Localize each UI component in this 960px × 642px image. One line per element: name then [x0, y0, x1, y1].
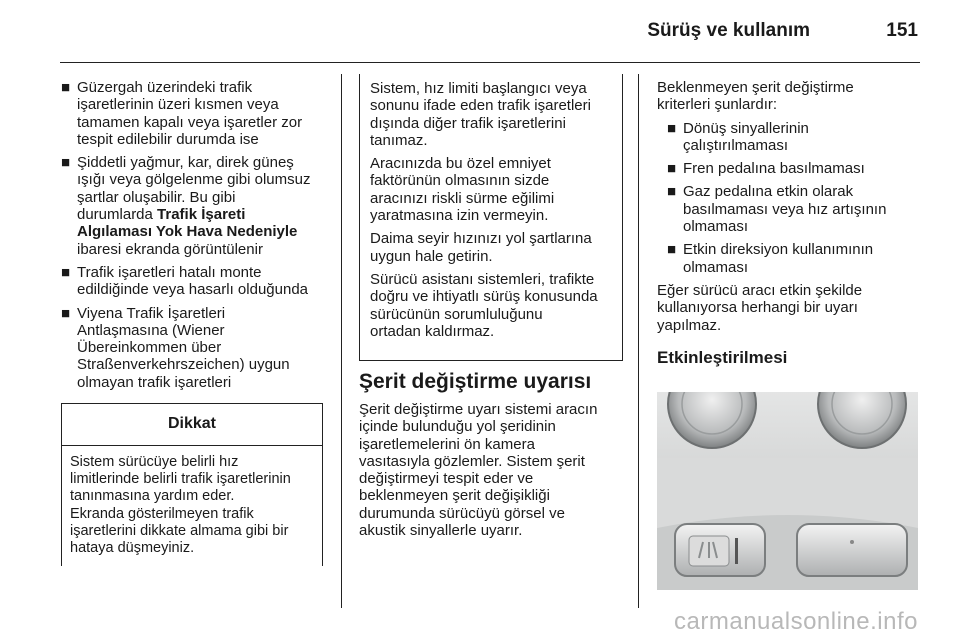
dashboard-button-photo: [657, 392, 918, 590]
bullet-icon: ■: [61, 304, 71, 322]
dashboard-photo-graphic: [657, 392, 918, 590]
warning-box-continued: [359, 74, 623, 361]
warning-text: Sistem sürücüye belirli hız limitlerinde belirli trafik işaretlerinin tanınmasına yardım eder. Ekranda gösterilmeyen trafik işaretlerini dikkate almama gibi bir hataya düşmeyiniz.: [70, 454, 291, 557]
list-item: [667, 241, 919, 276]
warning-title: Dikkat: [62, 403, 322, 446]
list-item-text: [77, 154, 323, 258]
box-paragraph: Aracınızda bu özel emniyet faktörünün olmasının sizde aracınızı riskli sürme eğilimi yaratmasına izin vermeyin.: [370, 155, 555, 225]
bullet-icon: ■: [61, 79, 71, 96]
list-item-text: Fren pedalına basılmaması: [683, 160, 865, 178]
header-rule: [60, 62, 920, 63]
list-item: [61, 79, 323, 148]
page-number: 151: [886, 20, 918, 41]
list-item-text-part: Şiddetli yağmur, kar, direk güneş ışığı veya gölgelenme gibi olumsuz şartlar oluşabilir. Bu gibi durumlarda: [77, 154, 311, 224]
subsection-heading: Etkinleştirilmesi: [657, 348, 788, 367]
watermark: carmanualsonline.info: [674, 608, 918, 635]
list-item-text: Etkin direksiyon kullanımının olmaması: [683, 241, 874, 276]
bullet-icon: ■: [667, 119, 677, 137]
list-item-text: Viyena Trafik İşaretleri Antlaşmasına (Wiener Übereinkommen über Straßenverkehrszeichen) uygun olmayan trafik işaretleri: [77, 304, 290, 391]
list-item-text: Gaz pedalına etkin olarak basılmaması veya hız artışının olmaması: [683, 183, 887, 236]
list-item: [667, 160, 919, 177]
column-1: [61, 79, 323, 397]
list-item: [667, 120, 919, 155]
column-divider-2: [638, 74, 639, 608]
list-item-text-part: ibaresi ekranda görüntülenir: [77, 240, 263, 258]
section-body: Şerit değiştirme uyarı sistemi aracın içinde bulunduğu yol şeridinin işaretlemelerini ön kamera vasıtasıyla gözlemler. Sistem şerit değiştirmeyi tespit eder ve beklenmeyen şerit değişikliği durumunda sürücüyü görsel ve akustik sinyallerle uyarır.: [359, 401, 598, 540]
list-item-text: Trafik işaretleri hatalı monte edildiğinde veya hasarlı olduğunda: [77, 263, 309, 299]
criteria-intro: Beklenmeyen şerit değiştirme kriterleri şunlardır:: [657, 79, 854, 114]
box-paragraph: Sistem, hız limiti başlangıcı veya sonunu ifade eden trafik işaretleri dışında diğer trafik işaretlerini tanımaz.: [370, 80, 591, 149]
criteria-note: Eğer sürücü aracı etkin şekilde kullanıyorsa herhangi bir uyarı yapılmaz.: [657, 281, 863, 334]
bullet-icon: ■: [667, 241, 677, 259]
box-paragraph: Daima seyir hızınızı yol şartlarına uygun hale getirin.: [370, 230, 592, 265]
list-item: [667, 183, 919, 235]
bullet-icon: ■: [61, 263, 71, 281]
list-item-text: Güzergah üzerindeki trafik işaretlerinin üzeri kısmen veya tamamen kapalı veya işaretler zor tespit edilebilir durumda ise: [77, 79, 303, 148]
section-heading: Şerit değiştirme uyarısı: [359, 370, 592, 393]
column-3: [657, 79, 919, 340]
bullet-icon: ■: [667, 160, 677, 178]
column-divider-1: [341, 74, 342, 608]
bullet-icon: ■: [667, 183, 677, 201]
box-paragraph: Sürücü asistanı sistemleri, trafikte doğru ve ihtiyatlı sürüş konusunda sürücünün sorumluluğunu ortadan kaldırmaz.: [370, 270, 598, 340]
display-message-name: Trafik İşareti Algılaması Yok Hava Nedeniyle: [77, 206, 298, 241]
list-item-text: Dönüş sinyallerinin çalıştırılmaması: [683, 119, 809, 154]
list-item: [61, 154, 323, 258]
bullet-icon: ■: [61, 154, 71, 172]
page-header-title: Sürüş ve kullanım: [647, 20, 810, 41]
list-item: [61, 264, 323, 299]
list-item: [61, 305, 323, 391]
warning-box: [61, 403, 323, 566]
